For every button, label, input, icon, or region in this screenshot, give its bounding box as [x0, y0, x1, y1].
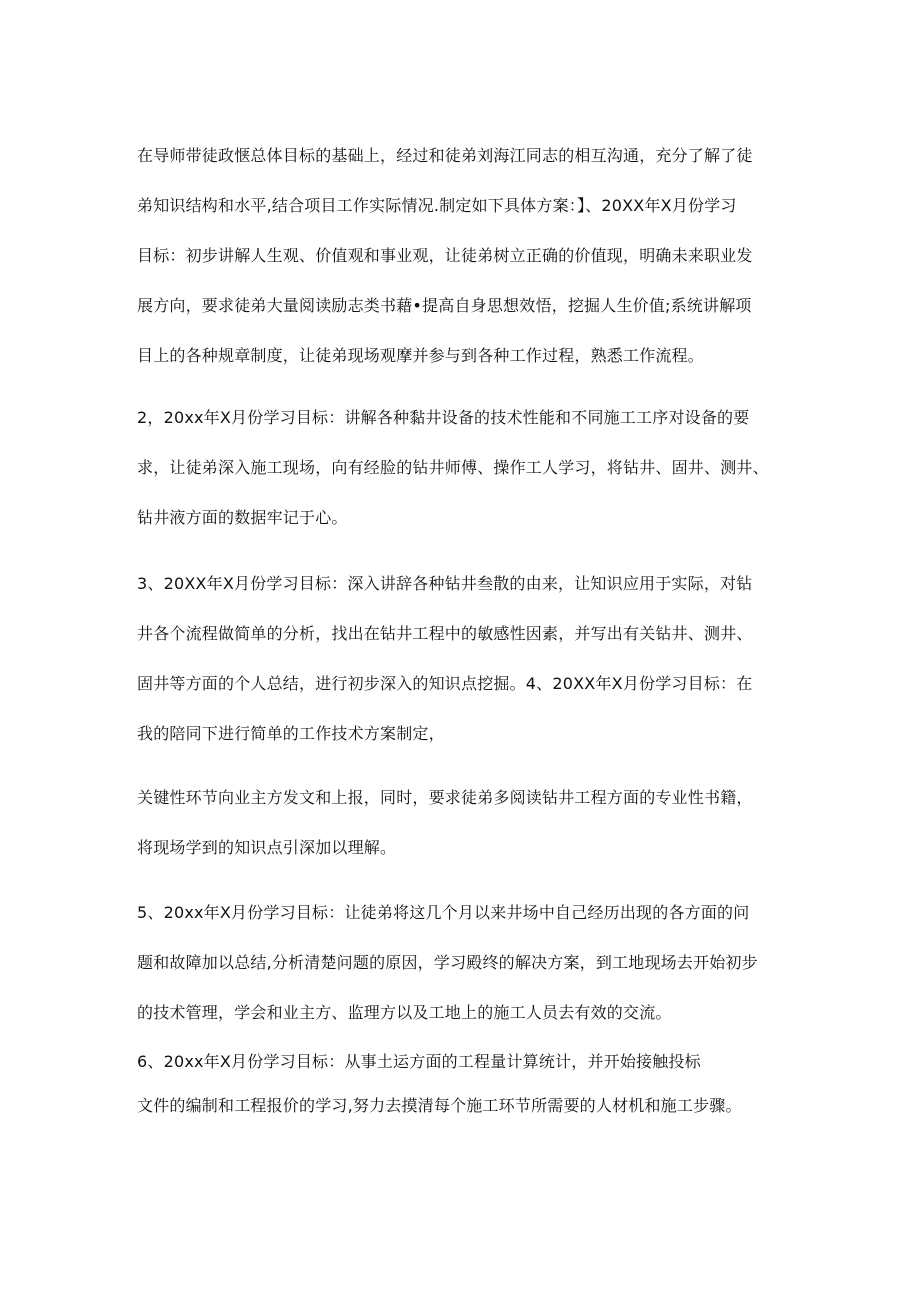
text-line: 在导师带徒政惬总体目标的基础上，经过和徒弟刘海江同志的相互沟通，充分了解了徒	[137, 146, 753, 165]
text-line: 固井等方面的个人总结，进行初步深入的知识点挖掘。4、20XX年X月份学习目标：在	[137, 674, 753, 693]
text-line: 6、20xx年X月份学习目标：从事土运方面的工程量计算统计，并开始接触投标	[137, 1052, 701, 1071]
text-line: 5、20xx年X月份学习目标：让徒弟将这几个月以来井场中自己经历出现的各方面的问	[137, 903, 750, 922]
text-line: 弟知识结构和水平,结合项目工作实际情况.制定如下具体方案：】、20XX年X月份学习	[137, 196, 737, 215]
text-line: 我的陪同下进行简单的工作技术方案制定，	[137, 724, 445, 743]
paragraph-3	[137, 559, 787, 759]
text-line: 钻井液方面的数据牢记于心。	[137, 508, 348, 527]
text-line: 将现场学到的知识点引深加以理解。	[137, 838, 397, 857]
text-line: 题和故障加以总结,分析清楚问题的原因，学习殿终的解决方案，到工地现场去开始初步	[137, 953, 758, 972]
paragraph-5	[137, 888, 787, 1038]
text-line: 展方向，要求徒弟大量阅读励志类书藉•提高自身思想效悟，挖掘人生价值;系统讲解项	[137, 296, 752, 315]
paragraph-4	[137, 773, 787, 873]
paragraph-6	[137, 1040, 787, 1128]
paragraph-2	[137, 393, 787, 543]
text-line: 目标：初步讲解人生观、价值观和事业观，让徒弟树立正确的价值现，明确未来职业发	[137, 246, 753, 265]
text-line: 求，让徒弟深入施工现场，向有经脸的钻井师傅、操作工人学习，将钻井、固井、测井、	[137, 458, 769, 477]
paragraph-1	[137, 131, 787, 381]
text-line: 2，20xx年X月份学习目标：讲解各种黏井设备的技术性能和不同施工工序对设备的要	[137, 408, 750, 427]
text-line: 3、20XX年X月份学习目标：深入讲辞各种钻井叁散的由来，让知识应用于实际，对钻	[137, 574, 753, 593]
text-line: 关键性环节向业主方发文和上报，同时，要求徒弟多阅读钻井工程方面的专业性书籍，	[137, 788, 753, 807]
text-line: 井各个流程做简单的分析，找出在钻井工程中的敏感性因素，并写出有关钻井、测井、	[137, 624, 753, 643]
text-line: 的技术管理，学会和业主方、监理方以及工地上的施工人员去有效的交流。	[137, 1003, 672, 1022]
text-line: 文件的编制和工程报价的学习,努力去摸清每个施工环节所需要的人材机和施工步骤。	[137, 1096, 742, 1115]
text-line: 目上的各种规章制度，让徒弟现场观摩并参与到各种工作过程，熟悉工作流程。	[137, 346, 705, 365]
